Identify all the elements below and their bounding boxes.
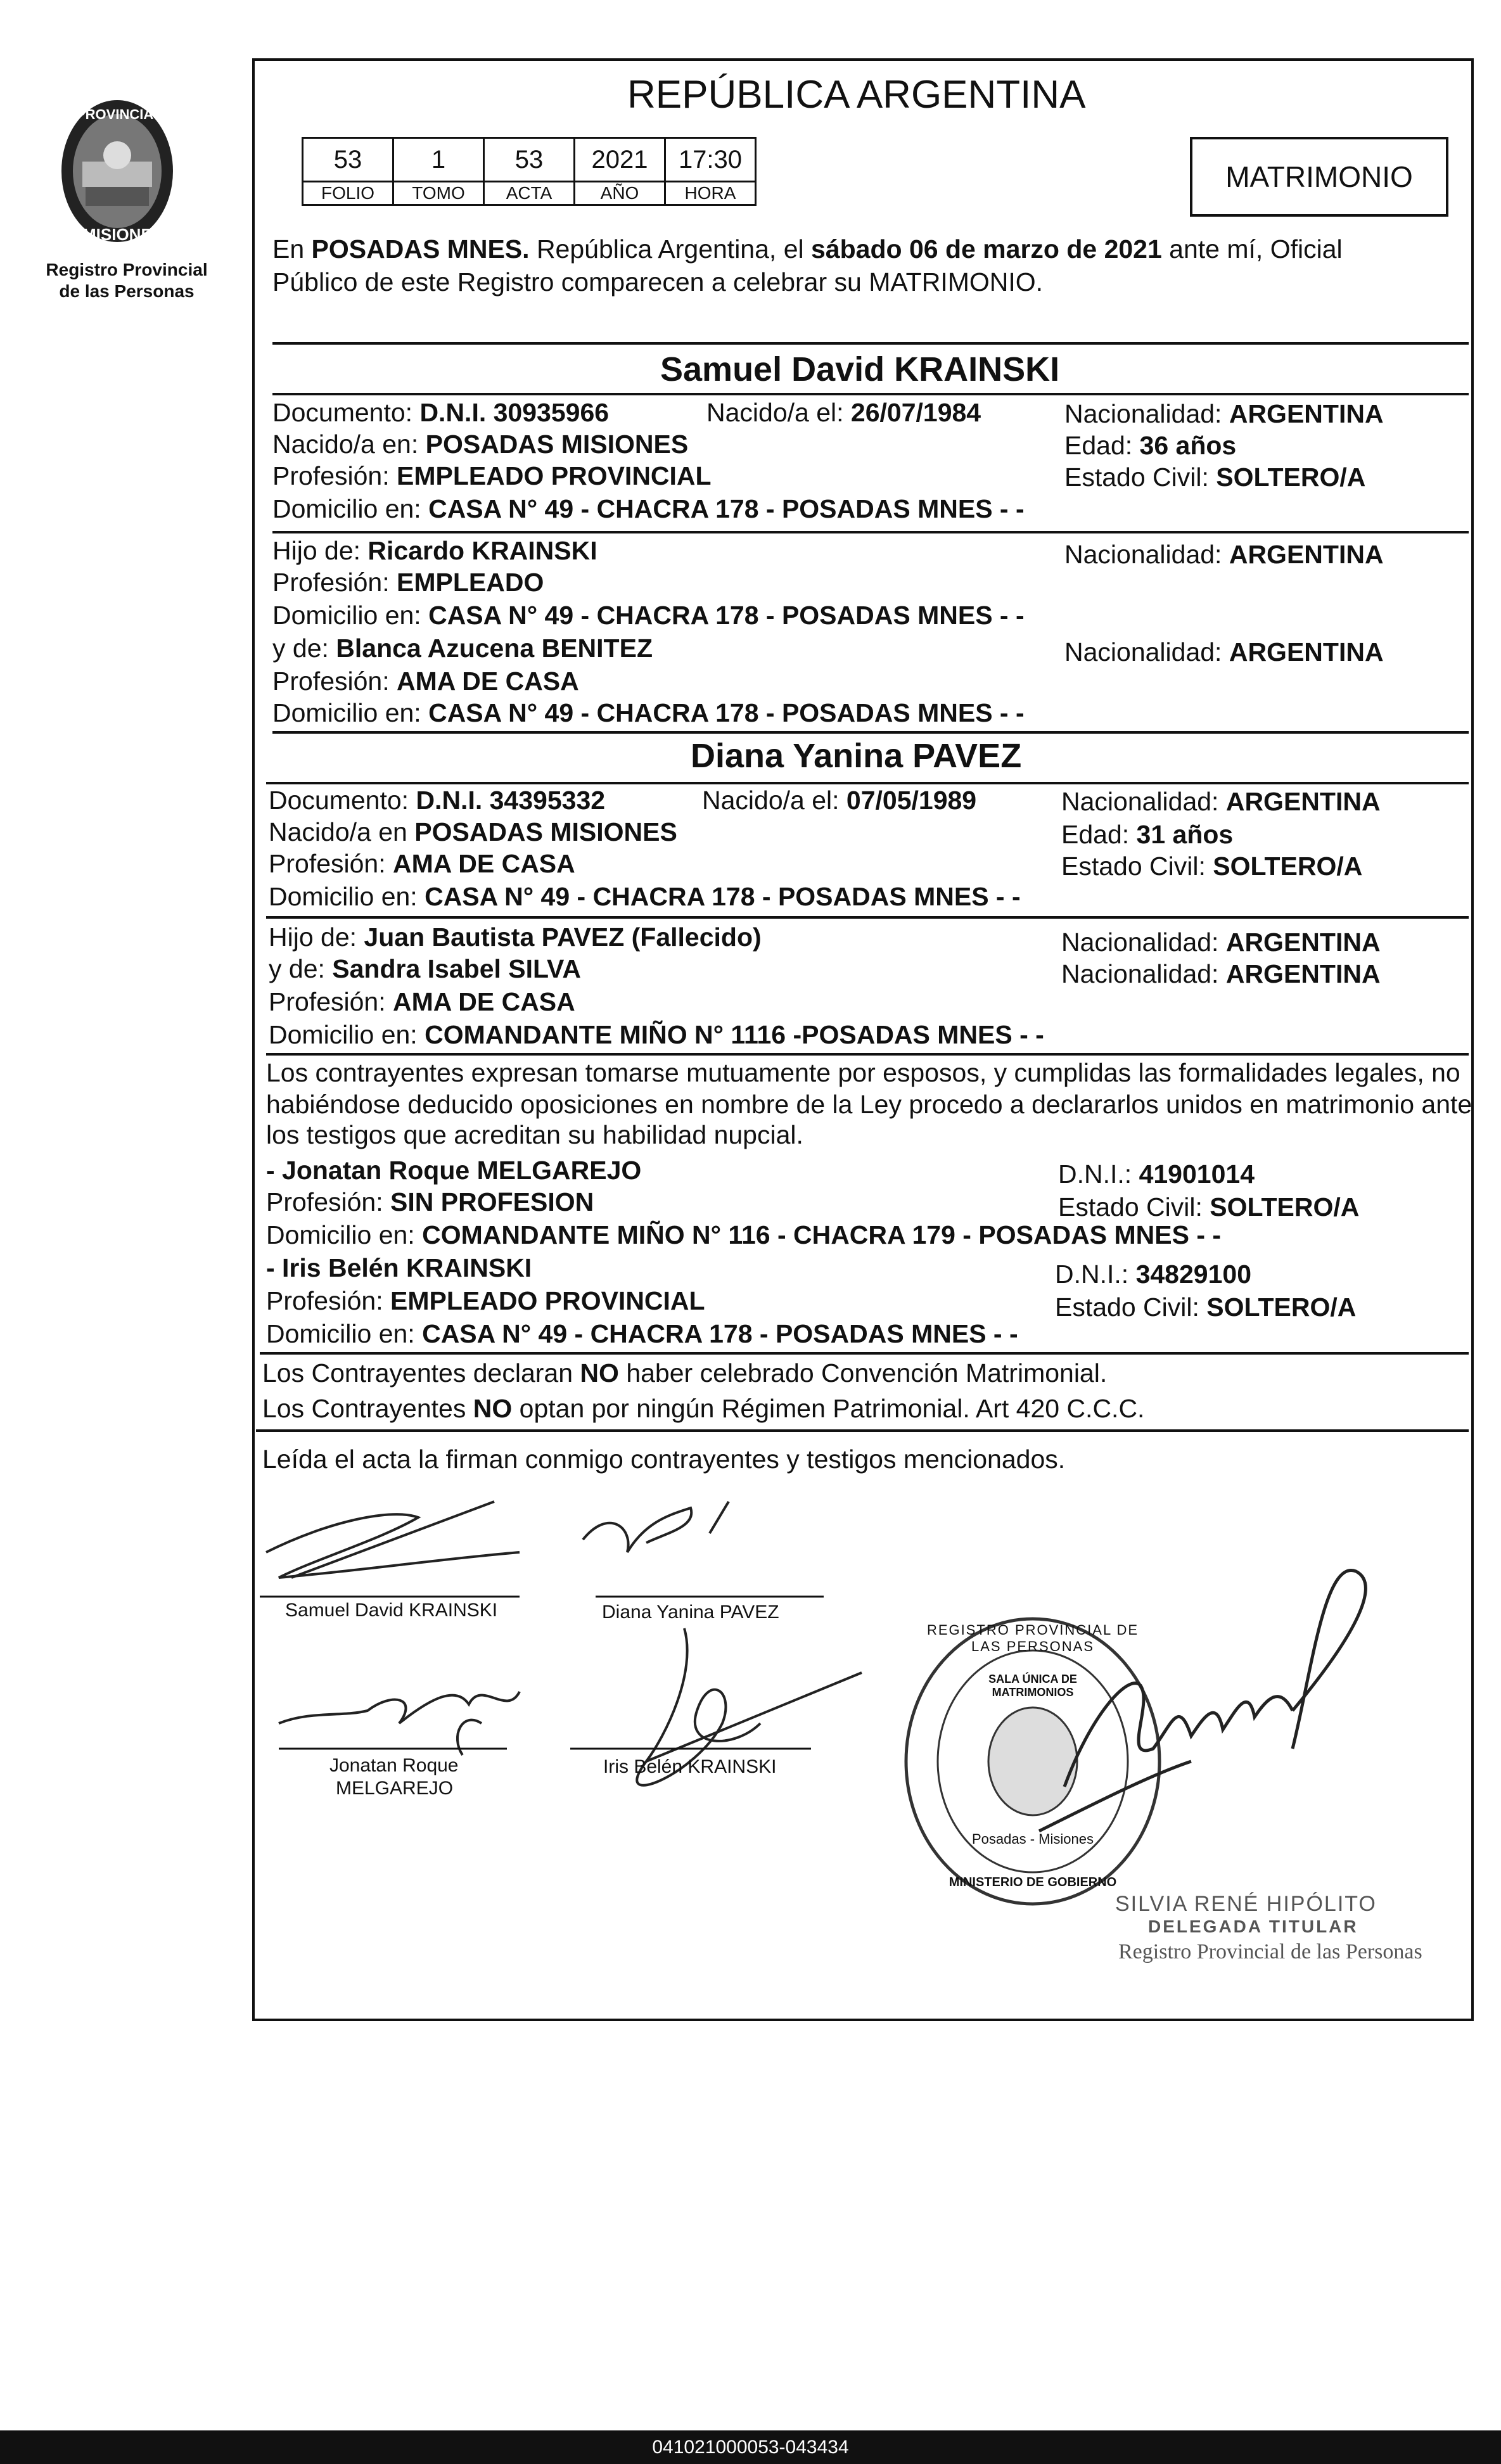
anio-value: 2021 — [575, 138, 665, 182]
spouse1-father: Hijo de: Ricardo KRAINSKI — [272, 536, 597, 565]
hora-value: 17:30 — [665, 138, 756, 182]
spouse2-prof: Profesión: AMA DE CASA — [269, 849, 575, 878]
record-numbers-table — [302, 137, 757, 206]
spouse1-mother-dom: Domicilio en: CASA N° 49 - CHACRA 178 - POSADAS MNES - - — [272, 698, 1025, 727]
anio-label: AÑO — [575, 182, 665, 205]
tomo-label: TOMO — [393, 182, 484, 205]
declaration-line-3: los testigos que acreditan su habilidad nupcial. — [266, 1120, 803, 1149]
intro-line-2: Público de este Registro comparecen a celebrar su MATRIMONIO. — [272, 267, 1044, 297]
divider — [272, 342, 1469, 345]
act-type-box: MATRIMONIO — [1190, 137, 1448, 217]
divider — [272, 531, 1469, 533]
regime-line-1: Los Contrayentes declaran NO haber celebrado Convención Matrimonial. — [262, 1358, 1108, 1388]
acta-label: ACTA — [484, 182, 575, 205]
regime-line-2: Los Contrayentes NO optan por ningún Régimen Patrimonial. Art 420 C.C.C. — [262, 1394, 1145, 1423]
folio-label: FOLIO — [303, 182, 393, 205]
witness2-dom: Domicilio en: CASA N° 49 - CHACRA 178 - POSADAS MNES - - — [266, 1319, 1018, 1348]
spouse1-civil: Estado Civil: SOLTERO/A — [1064, 463, 1366, 492]
hora-label: HORA — [665, 182, 756, 205]
acta-value: 53 — [484, 138, 575, 182]
divider — [260, 1352, 1469, 1355]
stamp-bottom-text: Posadas - Misiones — [972, 1831, 1094, 1847]
spouse1-age: Edad: 36 años — [1064, 431, 1237, 460]
signature-label-1: Samuel David KRAINSKI — [285, 1600, 498, 1621]
spouse1-name: Samuel David KRAINSKI — [660, 350, 1060, 388]
witness2-name: - Iris Belén KRAINSKI — [266, 1253, 532, 1282]
spouse1-born: Nacido/a el: 26/07/1984 — [706, 398, 981, 427]
spouse2-name: Diana Yanina PAVEZ — [691, 737, 1022, 775]
witness2-dni: D.N.I.: 34829100 — [1055, 1260, 1251, 1289]
signature-label-4: Iris Belén KRAINSKI — [603, 1756, 777, 1777]
spouse1-mother-prof: Profesión: AMA DE CASA — [272, 667, 579, 696]
spouse2-civil: Estado Civil: SOLTERO/A — [1061, 852, 1363, 881]
spouse2-dom: Domicilio en: CASA N° 49 - CHACRA 178 - POSADAS MNES - - — [269, 882, 1021, 911]
spouse2-place: Nacido/a en POSADAS MISIONES — [269, 817, 677, 846]
spouse2-mother-prof: Profesión: AMA DE CASA — [269, 987, 575, 1016]
spouse1-mother-nat: Nacionalidad: ARGENTINA — [1064, 637, 1384, 667]
intro-line-1: En POSADAS MNES. República Argentina, el sábado 06 de marzo de 2021 ante mí, Oficial — [272, 234, 1343, 264]
witness1-prof: Profesión: SIN PROFESION — [266, 1187, 594, 1216]
spouse2-mother-nat: Nacionalidad: ARGENTINA — [1061, 959, 1381, 988]
divider — [266, 1053, 1469, 1056]
spouse1-father-dom: Domicilio en: CASA N° 49 - CHACRA 178 - POSADAS MNES - - — [272, 601, 1025, 630]
spouse2-nat: Nacionalidad: ARGENTINA — [1061, 787, 1381, 816]
spouse1-nat: Nacionalidad: ARGENTINA — [1064, 399, 1384, 428]
spouse1-doc: Documento: D.N.I. 30935966 — [272, 398, 610, 427]
witness1-name: - Jonatan Roque MELGAREJO — [266, 1156, 642, 1185]
signatures-ink — [253, 1483, 887, 1888]
divider — [272, 393, 1469, 395]
tomo-value: 1 — [393, 138, 484, 182]
spouse1-prof: Profesión: EMPLEADO PROVINCIAL — [272, 461, 712, 490]
witness1-civil: Estado Civil: SOLTERO/A — [1058, 1192, 1360, 1222]
declaration-line-2: habiéndose deducido oposiciones en nombre de la Ley procedo a declararlos unidos en matrimonio ante — [266, 1090, 1472, 1119]
closing-text: Leída el acta la firman conmigo contrayentes y testigos mencionados. — [262, 1445, 1066, 1474]
spouse2-born: Nacido/a el: 07/05/1989 — [702, 786, 977, 815]
spouse1-dom: Domicilio en: CASA N° 49 - CHACRA 178 - POSADAS MNES - - — [272, 494, 1025, 523]
signature-label-2: Diana Yanina PAVEZ — [602, 1602, 779, 1623]
spouse1-mother: y de: Blanca Azucena BENITEZ — [272, 634, 653, 663]
official-org: Registro Provincial de las Personas — [1118, 1940, 1422, 1963]
stamp-inner-text: SALA ÚNICA DE MATRIMONIOS — [988, 1673, 1077, 1699]
logo-seal-top: PROVINCIA DE — [76, 106, 177, 122]
signature-label-3b: MELGAREJO — [336, 1778, 454, 1799]
spouse2-mother-dom: Domicilio en: COMANDANTE MIÑO N° 1116 -POSADAS MNES - - — [269, 1020, 1044, 1049]
spouse2-father-nat: Nacionalidad: ARGENTINA — [1061, 928, 1381, 957]
spouse1-father-prof: Profesión: EMPLEADO — [272, 568, 544, 597]
folio-value: 53 — [303, 138, 393, 182]
stamp-ring-text: REGISTRO PROVINCIAL DE LAS PERSONAS — [926, 1622, 1139, 1654]
witness2-prof: Profesión: EMPLEADO PROVINCIAL — [266, 1286, 705, 1315]
divider — [272, 731, 1469, 734]
declaration-line-1: Los contrayentes expresan tomarse mutuamente por esposos, y cumplidas las formalidades legales, no — [266, 1058, 1460, 1087]
divider — [266, 782, 1469, 784]
registry-logo — [57, 95, 177, 253]
divider — [256, 1429, 1469, 1432]
official-signature-ink — [1026, 1559, 1419, 1850]
spouse1-father-nat: Nacionalidad: ARGENTINA — [1064, 540, 1384, 569]
spouse2-father: Hijo de: Juan Bautista PAVEZ (Fallecido) — [269, 922, 762, 952]
signature-label-3a: Jonatan Roque — [329, 1755, 459, 1776]
stamp-ministry-text: MINISTERIO DE GOBIERNO — [949, 1875, 1117, 1889]
spouse2-age: Edad: 31 años — [1061, 820, 1234, 849]
divider — [266, 916, 1469, 919]
witness1-dom: Domicilio en: COMANDANTE MIÑO N° 116 - CHACRA 179 - POSADAS MNES - - — [266, 1220, 1222, 1249]
footer-code: 041021000053-043434 — [0, 2430, 1501, 2464]
spouse1-place: Nacido/a en: POSADAS MISIONES — [272, 430, 689, 459]
official-name: SILVIA RENÉ HIPÓLITO — [1115, 1892, 1377, 1916]
witness2-civil: Estado Civil: SOLTERO/A — [1055, 1293, 1357, 1322]
logo-caption-1: Registro Provincial — [46, 260, 208, 279]
witness1-dni: D.N.I.: 41901014 — [1058, 1159, 1255, 1189]
spouse2-doc: Documento: D.N.I. 34395332 — [269, 786, 606, 815]
logo-caption-2: de las Personas — [59, 281, 195, 301]
official-role: DELEGADA TITULAR — [1148, 1917, 1358, 1936]
logo-seal-bottom: MISIONES — [82, 225, 163, 244]
spouse2-mother: y de: Sandra Isabel SILVA — [269, 954, 581, 983]
page-title: REPÚBLICA ARGENTINA — [627, 73, 1086, 117]
